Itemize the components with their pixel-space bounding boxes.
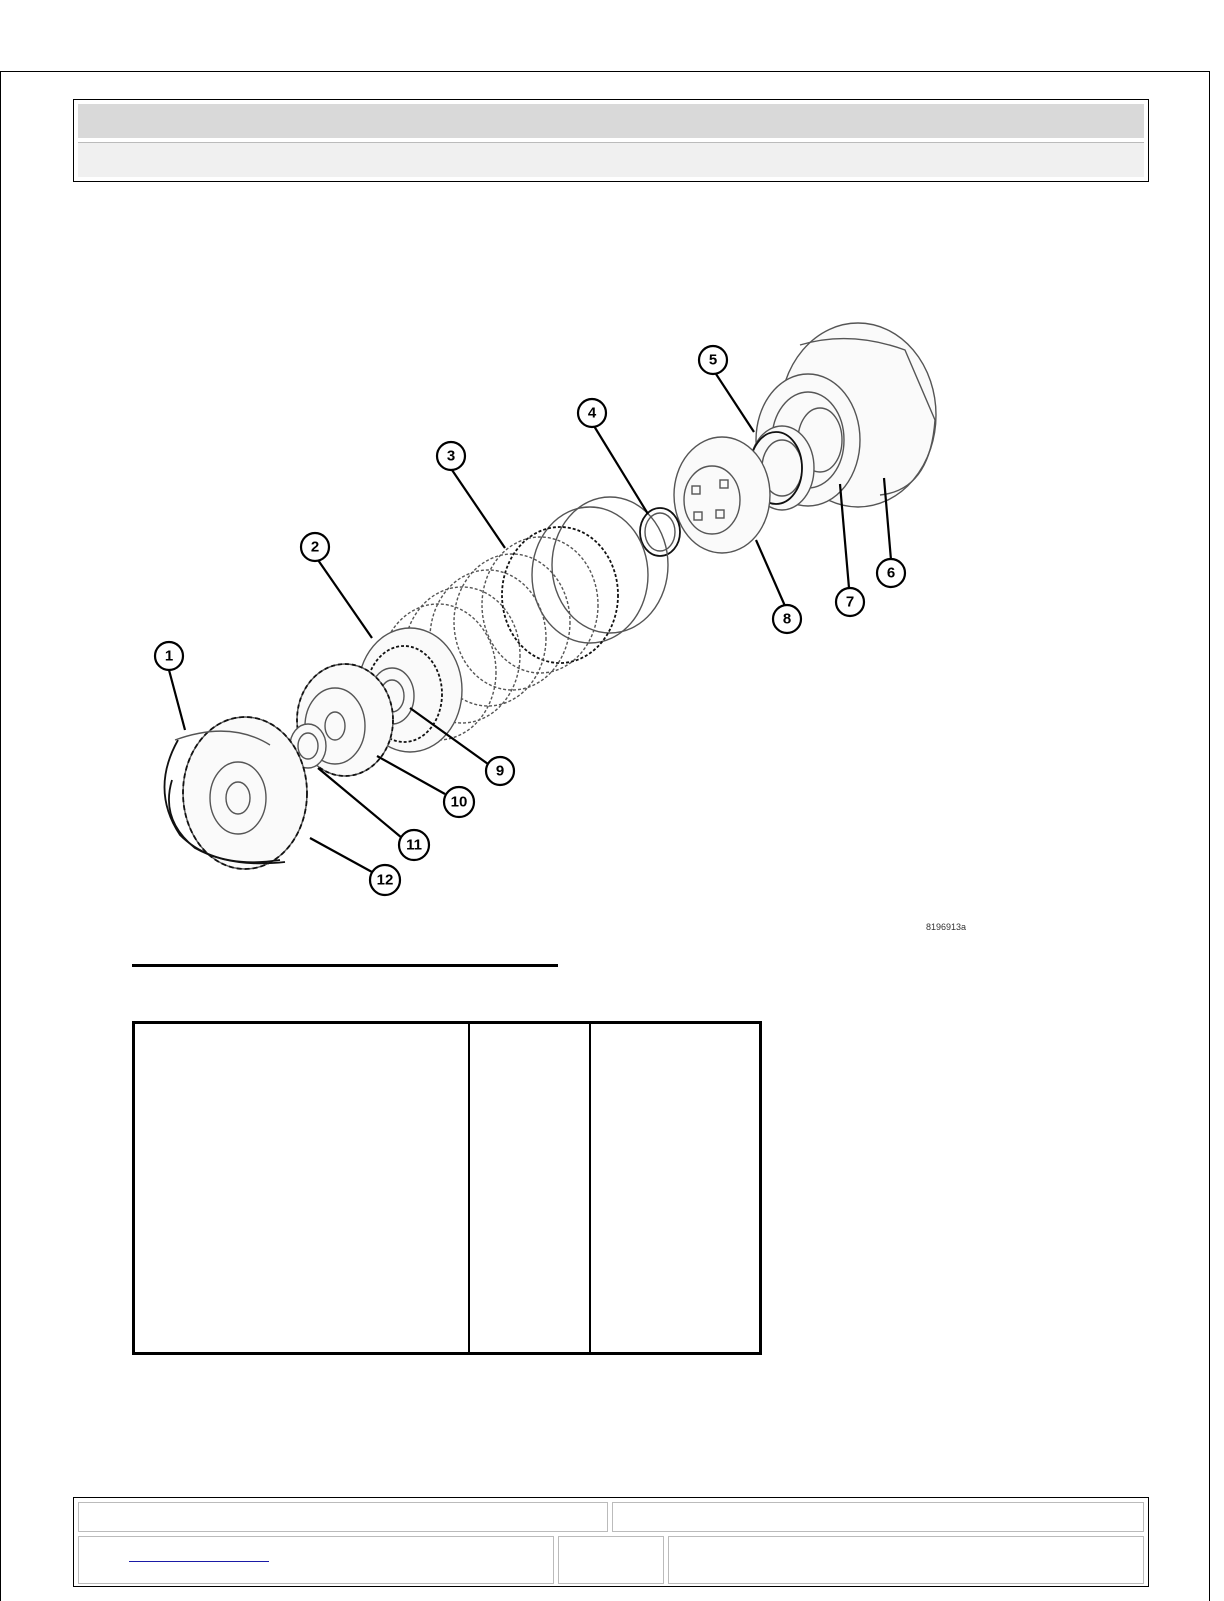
svg-text:12: 12	[376, 871, 394, 889]
svg-text:2: 2	[310, 538, 320, 556]
figure-code: 8196913a	[926, 922, 967, 932]
callout-6	[877, 559, 905, 587]
callout-1	[155, 642, 183, 670]
svg-text:1: 1	[164, 647, 174, 665]
svg-text:8: 8	[782, 610, 792, 628]
footer-box	[73, 1497, 1149, 1587]
callout-4	[578, 399, 606, 427]
svg-text:10: 10	[450, 793, 468, 811]
footer-cell	[78, 1536, 554, 1584]
table-column-divider	[589, 1024, 591, 1352]
footer-cell	[612, 1502, 1144, 1532]
footer-cell	[78, 1502, 608, 1532]
spec-table	[132, 1021, 762, 1355]
svg-text:3: 3	[446, 447, 456, 465]
svg-text:4: 4	[587, 404, 597, 422]
callout-10	[444, 787, 474, 817]
callout-9	[486, 757, 514, 785]
header-box	[73, 99, 1149, 182]
callout-5	[699, 346, 727, 374]
table-column-divider	[468, 1024, 470, 1352]
callout-2	[301, 533, 329, 561]
footer-cell	[668, 1536, 1144, 1584]
svg-text:6: 6	[886, 564, 896, 582]
spring-plate	[674, 437, 770, 553]
exploded-view-illustration	[130, 320, 1010, 940]
callout-3	[437, 442, 465, 470]
planet-carrier	[183, 717, 307, 869]
callout-11	[399, 830, 429, 860]
svg-text:11: 11	[406, 836, 422, 854]
svg-text:9: 9	[495, 762, 505, 780]
snap-ring-4	[640, 508, 680, 556]
header-subtitle-bar	[78, 142, 1144, 177]
callout-8	[773, 605, 801, 633]
callout-7	[836, 588, 864, 616]
footer-cell	[558, 1536, 664, 1584]
caption-underline	[132, 964, 558, 967]
header-title-bar	[78, 104, 1144, 138]
callout-12	[370, 865, 400, 895]
svg-text:7: 7	[845, 593, 855, 611]
svg-text:5: 5	[708, 351, 718, 369]
footer-link[interactable]	[129, 1561, 269, 1562]
